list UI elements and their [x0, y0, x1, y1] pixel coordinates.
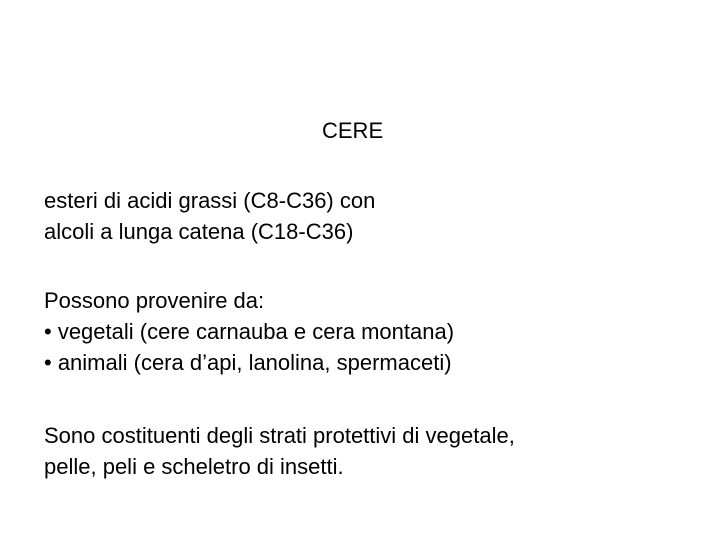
definition-line: alcoli a lunga catena (C18-C36)	[44, 219, 354, 244]
origin-bullet-animali: • animali (cera d’api, lanolina, spermaceti)	[44, 350, 452, 375]
function-line: pelle, peli e scheletro di insetti.	[44, 454, 344, 479]
definition-paragraph	[44, 185, 375, 247]
definition-line: esteri di acidi grassi (C8-C36) con	[44, 188, 376, 213]
origin-paragraph	[44, 285, 454, 378]
function-line: Sono costituenti degli strati protettivi di vegetale,	[44, 423, 515, 448]
slide-title: CERE	[322, 118, 384, 143]
function-paragraph	[44, 420, 515, 482]
origin-bullet-vegetali: • vegetali (cere carnauba e cera montana)	[44, 319, 455, 344]
origin-intro: Possono provenire da:	[44, 288, 265, 313]
